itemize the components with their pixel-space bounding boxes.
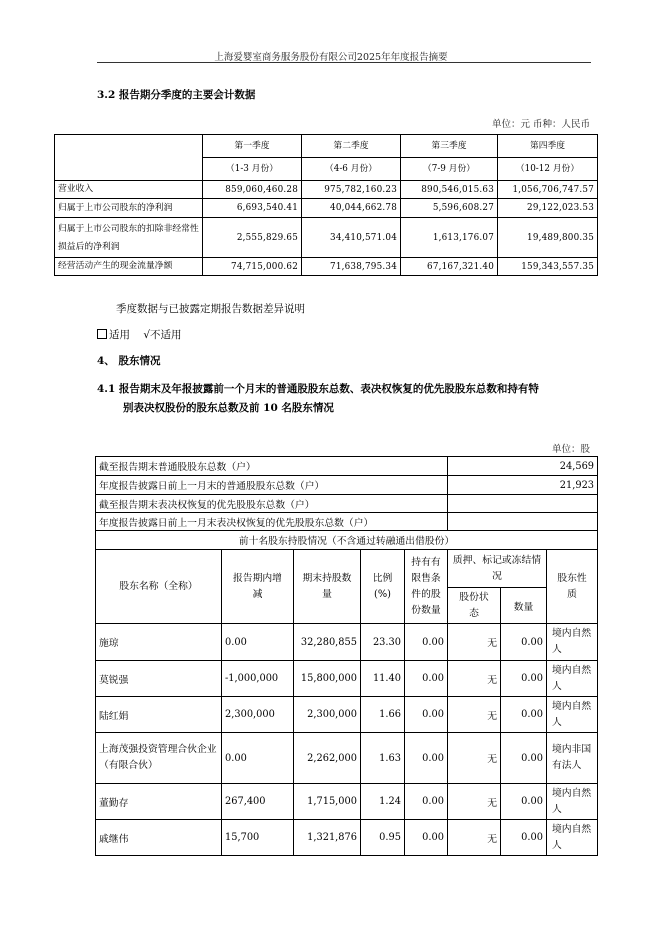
table-row — [55, 181, 598, 199]
col-subheader-q1: （1-3 月份） — [203, 158, 302, 181]
option-applicable: 适用 — [109, 329, 130, 341]
cell-value: 890,546,015.63 — [401, 181, 498, 199]
shareholder-change: -1,000,000 — [222, 661, 294, 697]
checkbox-empty-icon — [97, 329, 107, 339]
table-row — [96, 733, 598, 784]
cell-value: 34,410,571.04 — [302, 218, 401, 258]
summary-value: 24,569 — [448, 457, 598, 476]
shareholder-nature: 境内自然人 — [547, 820, 598, 856]
shareholder-change: 0.00 — [222, 733, 294, 784]
col-header-pledge: 质押、标记或冻结情况 — [448, 550, 547, 588]
shareholder-table — [95, 456, 598, 856]
col-subheader-q2: （4-6 月份） — [302, 158, 401, 181]
column-header-row — [96, 550, 598, 588]
shareholder-pledge-qty: 0.00 — [501, 624, 547, 661]
shareholder-held: 1,715,000 — [294, 784, 361, 820]
option-not-applicable: √不适用 — [143, 329, 182, 341]
shareholder-name: 陆红娟 — [96, 697, 222, 733]
cell-value: 975,782,160.23 — [302, 181, 401, 199]
shareholder-ratio: 11.40 — [361, 661, 405, 697]
col-header-pledge-qty: 数量 — [501, 588, 547, 624]
shareholder-change: 0.00 — [222, 624, 294, 661]
row-label: 营业收入 — [55, 181, 203, 199]
shareholder-change: 15,700 — [222, 820, 294, 856]
quarterly-data-table — [54, 134, 598, 276]
table-row — [96, 820, 598, 856]
shareholder-held: 2,262,000 — [294, 733, 361, 784]
section-4-1-heading-line2: 别表决权股份的股东总数及前 10 名股东情况 — [123, 402, 334, 414]
summary-label: 年度报告披露日前上一月末的普通股股东总数（户） — [96, 476, 448, 495]
shareholder-pledge-status: 无 — [448, 624, 501, 661]
col-header-held: 期末持股数量 — [294, 550, 361, 624]
shareholder-pledge-status: 无 — [448, 820, 501, 856]
shareholder-pledge-qty: 0.00 — [501, 820, 547, 856]
table-row — [96, 697, 598, 733]
table-header-row — [55, 135, 598, 158]
quarterly-unit-label: 单位：元 币种：人民币 — [491, 119, 590, 130]
table-header-blank — [55, 135, 203, 181]
col-subheader-q4: （10-12 月份） — [498, 158, 598, 181]
shareholder-restricted: 0.00 — [405, 820, 448, 856]
section-4-1-heading-line1: 4.1 报告期末及年报披露前一个月末的普通股股东总数、表决权恢复的优先股股东总数和持有特 — [97, 383, 539, 395]
summary-value — [448, 495, 598, 513]
summary-row — [96, 513, 598, 531]
shareholder-pledge-qty: 0.00 — [501, 661, 547, 697]
table-row — [55, 218, 598, 258]
summary-value: 21,923 — [448, 476, 598, 495]
shareholder-held: 1,321,876 — [294, 820, 361, 856]
shareholder-nature: 境内自然人 — [547, 697, 598, 733]
shareholder-pledge-status: 无 — [448, 697, 501, 733]
shareholder-change: 2,300,000 — [222, 697, 294, 733]
cell-value: 1,613,176.07 — [401, 218, 498, 258]
shareholder-ratio: 1.63 — [361, 733, 405, 784]
cell-value: 6,693,540.41 — [203, 199, 302, 218]
summary-row — [96, 457, 598, 476]
top10-title-row — [96, 531, 598, 550]
cell-value: 1,056,706,747.57 — [498, 181, 598, 199]
table-row — [96, 661, 598, 697]
shareholder-ratio: 23.30 — [361, 624, 405, 661]
cell-value: 2,555,829.65 — [203, 218, 302, 258]
table-row — [55, 199, 598, 218]
cell-value: 71,638,795.34 — [302, 258, 401, 276]
shareholder-unit-label: 单位：股 — [551, 444, 590, 455]
shareholder-pledge-qty: 0.00 — [501, 784, 547, 820]
shareholder-ratio: 1.66 — [361, 697, 405, 733]
row-label: 归属于上市公司股东的净利润 — [55, 199, 203, 218]
applicability-options — [97, 327, 182, 342]
shareholder-name: 上海茂强投资管理合伙企业（有限合伙） — [96, 733, 222, 784]
shareholder-change: 267,400 — [222, 784, 294, 820]
col-header-nature: 股东性质 — [547, 550, 598, 624]
shareholder-name: 戚继伟 — [96, 820, 222, 856]
shareholder-ratio: 0.95 — [361, 820, 405, 856]
table-row — [96, 784, 598, 820]
cell-value: 29,122,023.53 — [498, 199, 598, 218]
shareholder-restricted: 0.00 — [405, 784, 448, 820]
shareholder-restricted: 0.00 — [405, 661, 448, 697]
top10-title: 前十名股东持股情况（不含通过转融通出借股份） — [96, 531, 598, 550]
shareholder-nature: 境内自然人 — [547, 624, 598, 661]
col-header-q1: 第一季度 — [203, 135, 302, 158]
shareholder-name: 施琼 — [96, 624, 222, 661]
shareholder-pledge-status: 无 — [448, 784, 501, 820]
summary-label: 年度报告披露日前上一月末表决权恢复的优先股股东总数（户） — [96, 513, 448, 531]
summary-label: 截至报告期末表决权恢复的优先股股东总数（户） — [96, 495, 448, 513]
section-4-heading: 4、 股东情况 — [97, 355, 161, 367]
row-label: 经营活动产生的现金流量净额 — [55, 258, 203, 276]
shareholder-nature: 境内非国有法人 — [547, 733, 598, 784]
shareholder-nature: 境内自然人 — [547, 661, 598, 697]
header-divider — [97, 62, 591, 63]
shareholder-held: 32,280,855 — [294, 624, 361, 661]
col-header-name: 股东名称（全称） — [96, 550, 222, 624]
quarterly-diff-note: 季度数据与已披露定期报告数据差异说明 — [116, 303, 305, 315]
cell-value: 74,715,000.62 — [203, 258, 302, 276]
shareholder-restricted: 0.00 — [405, 697, 448, 733]
cell-value: 19,489,800.35 — [498, 218, 598, 258]
row-label: 归属于上市公司股东的扣除非经常性损益后的净利润 — [55, 218, 203, 258]
summary-value — [448, 513, 598, 531]
shareholder-name: 董勤存 — [96, 784, 222, 820]
cell-value: 859,060,460.28 — [203, 181, 302, 199]
col-header-ratio: 比例(%) — [361, 550, 405, 624]
col-header-q4: 第四季度 — [498, 135, 598, 158]
shareholder-name: 莫锐强 — [96, 661, 222, 697]
shareholder-pledge-status: 无 — [448, 733, 501, 784]
cell-value: 159,343,557.35 — [498, 258, 598, 276]
page-header: 上海爱婴室商务服务股份有限公司2025年年度报告摘要 — [214, 52, 448, 63]
shareholder-ratio: 1.24 — [361, 784, 405, 820]
col-header-q2: 第二季度 — [302, 135, 401, 158]
cell-value: 67,167,321.40 — [401, 258, 498, 276]
shareholder-pledge-status: 无 — [448, 661, 501, 697]
table-row — [96, 624, 598, 661]
shareholder-held: 15,800,000 — [294, 661, 361, 697]
shareholder-pledge-qty: 0.00 — [501, 697, 547, 733]
col-header-restricted: 持有有限售条件的股份数量 — [405, 550, 448, 624]
summary-row — [96, 495, 598, 513]
col-header-q3: 第三季度 — [401, 135, 498, 158]
shareholder-held: 2,300,000 — [294, 697, 361, 733]
shareholder-restricted: 0.00 — [405, 624, 448, 661]
table-row — [55, 258, 598, 276]
shareholder-restricted: 0.00 — [405, 733, 448, 784]
summary-label: 截至报告期末普通股股东总数（户） — [96, 457, 448, 476]
summary-row — [96, 476, 598, 495]
section-3-2-heading: 3.2 报告期分季度的主要会计数据 — [97, 89, 256, 101]
cell-value: 5,596,608.27 — [401, 199, 498, 218]
col-header-pledge-status: 股份状态 — [448, 588, 501, 624]
col-subheader-q3: （7-9 月份） — [401, 158, 498, 181]
col-header-change: 报告期内增减 — [222, 550, 294, 624]
shareholder-pledge-qty: 0.00 — [501, 733, 547, 784]
shareholder-nature: 境内自然人 — [547, 784, 598, 820]
cell-value: 40,044,662.78 — [302, 199, 401, 218]
